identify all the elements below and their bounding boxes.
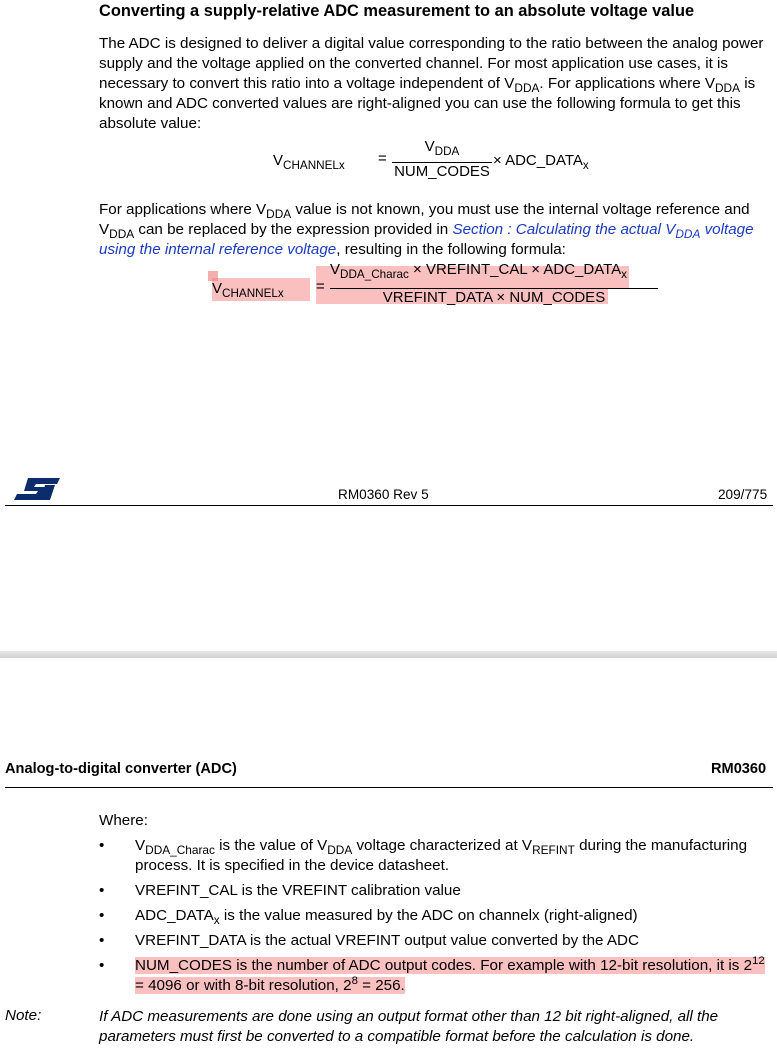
section-heading: Converting a supply-relative ADC measurement to an absolute voltage value — [99, 2, 695, 20]
note-text: If ADC measurements are done using an output format other than 12 bit right-aligned, all the parameters must first be converted to a compatible format before the calculation is done. — [99, 1008, 719, 1045]
formula2-denominator: VREFINT_DATA × NUM_CODES — [382, 289, 606, 306]
bullet-icon: • — [99, 907, 105, 924]
subscript: x — [621, 268, 628, 282]
subscript: x — [582, 159, 589, 173]
para-text: , resulting in the following formula: — [336, 241, 566, 258]
item-text: VREFINT_CAL is the VREFINT calibration value — [135, 882, 461, 899]
item-text: VREFINT_DATA is the actual VREFINT output value converted by the ADC — [135, 932, 639, 949]
list-item — [99, 931, 774, 951]
list-item-highlighted — [99, 956, 774, 996]
page-header-title: Analog-to-digital converter (ADC) — [5, 761, 237, 777]
st-logo — [14, 478, 60, 500]
list-item — [99, 836, 774, 876]
item-text: = 4096 or with 8-bit resolution, 2 — [135, 977, 352, 994]
item-text: ADC_DATA — [135, 907, 214, 924]
equals-sign: = — [378, 150, 387, 167]
formula-symbol: V — [330, 261, 341, 278]
subscript: DDA — [715, 81, 741, 96]
link-text[interactable]: voltage using the internal reference voltage — [99, 221, 754, 258]
formula-symbol: V — [424, 138, 435, 155]
formula-symbol: V — [273, 152, 284, 169]
subscript: DDA — [266, 207, 292, 222]
formula-text: × ADC_DATA — [493, 152, 583, 169]
footer-doc-rev: RM0360 Rev 5 — [338, 487, 429, 502]
bullet-icon: • — [99, 837, 105, 854]
formula2-numerator — [330, 261, 658, 282]
note-label: Note: — [5, 1007, 42, 1024]
page-header-doc: RM0360 — [711, 761, 767, 777]
bullet-icon: • — [99, 932, 105, 949]
page-separator — [0, 651, 777, 658]
formula1-denominator: NUM_CODES — [394, 163, 490, 180]
item-text: is the value of V — [214, 837, 328, 854]
link-text[interactable]: Section : Calculating the actual V — [452, 221, 676, 238]
paragraph-unknown-vdda — [99, 200, 774, 260]
para-text: can be replaced by the expression provided in — [134, 221, 453, 238]
subscript: REFINT — [532, 843, 575, 858]
item-text: = 256. — [357, 977, 405, 994]
st-logo-icon — [14, 478, 60, 500]
footer-rule — [5, 505, 773, 506]
item-text: V — [135, 837, 146, 854]
formula-text: × VREFINT_CAL × ADC_DATA — [413, 261, 622, 278]
link-subscript[interactable]: DDA — [675, 227, 701, 242]
formula-symbol: V — [212, 280, 223, 297]
formula2-lhs — [212, 280, 284, 301]
footer-page-number: 209/775 — [718, 487, 768, 502]
paragraph-intro — [99, 34, 774, 134]
formula1-lhs — [273, 152, 345, 173]
equals-sign: = — [316, 278, 325, 295]
item-text: is the value measured by the ADC on channelx (right-aligned) — [219, 907, 638, 924]
item-text: during the manufacturing process. It is specified in the device datasheet. — [135, 837, 748, 874]
list-item — [99, 906, 774, 926]
subscript: x — [213, 913, 220, 928]
definitions-list — [99, 836, 774, 1001]
superscript: 8 — [351, 974, 358, 987]
where-label: Where: — [99, 812, 148, 829]
superscript: 12 — [752, 954, 765, 967]
header-rule — [5, 787, 773, 788]
subscript: DDA_Charac — [145, 843, 215, 858]
item-text: NUM_CODES is the number of ADC output codes. For example with 12-bit resolution, it is 2 — [135, 957, 753, 974]
subscript: CHANNELx — [283, 159, 345, 173]
subscript: DDA_Charac — [340, 268, 409, 282]
para-text: . For applications where V — [539, 75, 715, 92]
bullet-icon: • — [99, 957, 105, 974]
highlight-num-codes — [135, 954, 765, 994]
item-text: voltage characterized at V — [352, 837, 533, 854]
subscript: DDA — [109, 227, 135, 242]
formula1-numerator — [392, 138, 492, 159]
para-text: value is not known, you must use the internal voltage reference and V — [99, 201, 750, 238]
formula1-times — [493, 152, 589, 173]
subscript: DDA — [514, 81, 540, 96]
bullet-icon: • — [99, 882, 105, 899]
para-text: For applications where V — [99, 201, 267, 218]
subscript: CHANNELx — [222, 287, 284, 301]
list-item — [99, 881, 774, 901]
subscript: DDA — [327, 843, 353, 858]
para-text: is known and ADC converted values are right-aligned you can use the following formula to get this absolute value: — [99, 75, 756, 132]
subscript: DDA — [434, 145, 460, 159]
para-text: The ADC is designed to deliver a digital value corresponding to the ratio between the analog power supply and the voltage applied on the converted channel. For most application use cases, it is necessary to convert this ratio into a voltage independent of V — [99, 35, 764, 92]
